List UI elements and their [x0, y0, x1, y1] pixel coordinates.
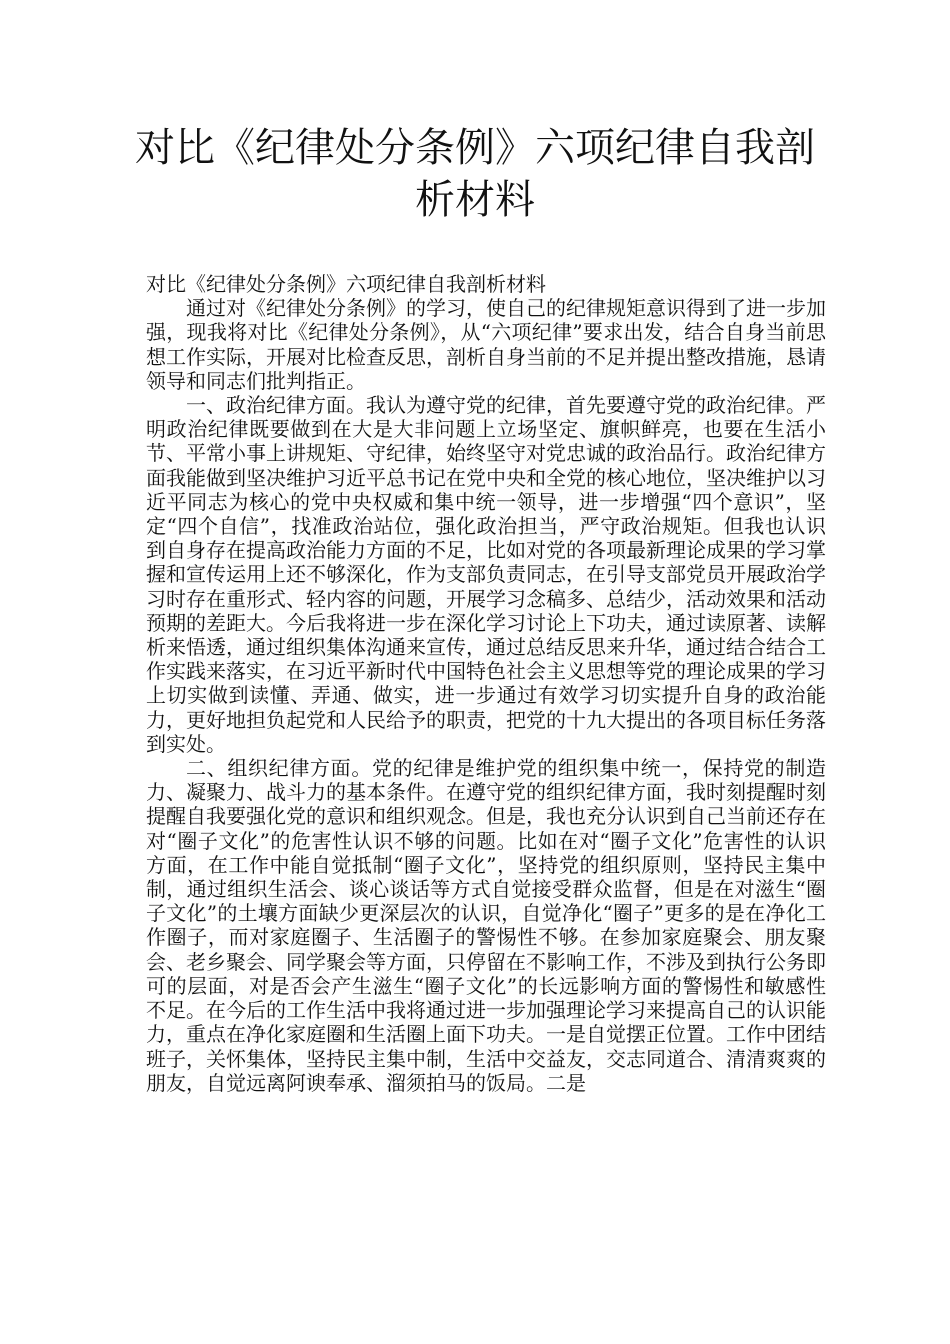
paragraph-political-discipline: 一、政治纪律方面。我认为遵守党的纪律，首先要遵守党的政治纪律。严明政治纪律既要做到在大是大非问题上立场坚定、旗帜鲜亮，也要在生活小节、平常小事上讲规矩、守纪律，始终坚守对党忠诚的政治品行。政治纪律方面我能做到坚决维护习近平总书记在党中央和全党的核心地位，坚决维护以习近平同志为核心的党中央权威和集中统一领导，进一步增强“四个意识”，坚定“四个自信”，找准政治站位，强化政治担当，严守政治规矩。但我也认识到自身存在提高政治能力方面的不足，比如对党的各项最新理论成果的学习掌握和宣传运用上还不够深化，作为支部负责同志，在引导支部党员开展政治学习时存在重形式、轻内容的问题，开展学习念稿多、总结少，活动效果和活动预期的差距大。今后我将进一步在深化学习讨论上下功夫，通过读原著、读解析来悟透，通过组织集体沟通来宣传，通过总结反思来升华，通过结合结合工作实践来落实，在习近平新时代中国特色社会主义思想等党的理论成果的学习上切实做到读懂、弄通、做实，进一步通过有效学习切实提升自身的政治能力，更好地担负起党和人民给予的职责，把党的十九大提出的各项目标任务落到实处。 [146, 393, 826, 756]
paragraph-intro: 通过对《纪律处分条例》的学习，使自己的纪律规矩意识得到了进一步加强，现我将对比《纪律处分条例》，从“六项纪律”要求出发，结合自身当前思想工作实际，开展对比检查反思，剖析自身当前的不足并提出整改措施，恳请领导和同志们批判指正。 [146, 296, 826, 393]
paragraph-organizational-discipline: 二、组织纪律方面。党的纪律是维护党的组织集中统一，保持党的制造力、凝聚力、战斗力的基本条件。在遵守党的组织纪律方面，我时刻提醒时刻提醒自我要强化党的意识和组织观念。但是，我也充分认识到自己当前还存在对“圈子文化”的危害性认识不够的问题。比如在对“圈子文化”危害性的认识方面，在工作中能自觉抵制“圈子文化”，坚持党的组织原则，坚持民主集中制，通过组织生活会、谈心谈话等方式自觉接受群众监督，但是在对滋生“圈子文化”的土壤方面缺少更深层次的认识，自觉净化“圈子”更多的是在净化工作圈子，而对家庭圈子、生活圈子的警惕性不够。在参加家庭聚会、朋友聚会、老乡聚会、同学聚会等方面，只停留在不影响工作，不涉及到执行公务即可的层面，对是否会产生滋生“圈子文化”的长远影响方面的警惕性和敏感性不足。在今后的工作生活中我将通过进一步加强理论学习来提高自己的认识能力，重点在净化家庭圈和生活圈上面下功夫。一是自觉摆正位置。工作中团结班子，关怀集体，坚持民主集中制，生活中交益友，交志同道合、清清爽爽的朋友，自觉远离阿谀奉承、溜须拍马的饭局。二是 [146, 756, 826, 1095]
document-body [146, 272, 826, 1095]
document-title: 对比《纪律处分条例》六项纪律自我剖析材料 [135, 125, 815, 223]
body-heading-line: 对比《纪律处分条例》六项纪律自我剖析材料 [146, 272, 546, 296]
